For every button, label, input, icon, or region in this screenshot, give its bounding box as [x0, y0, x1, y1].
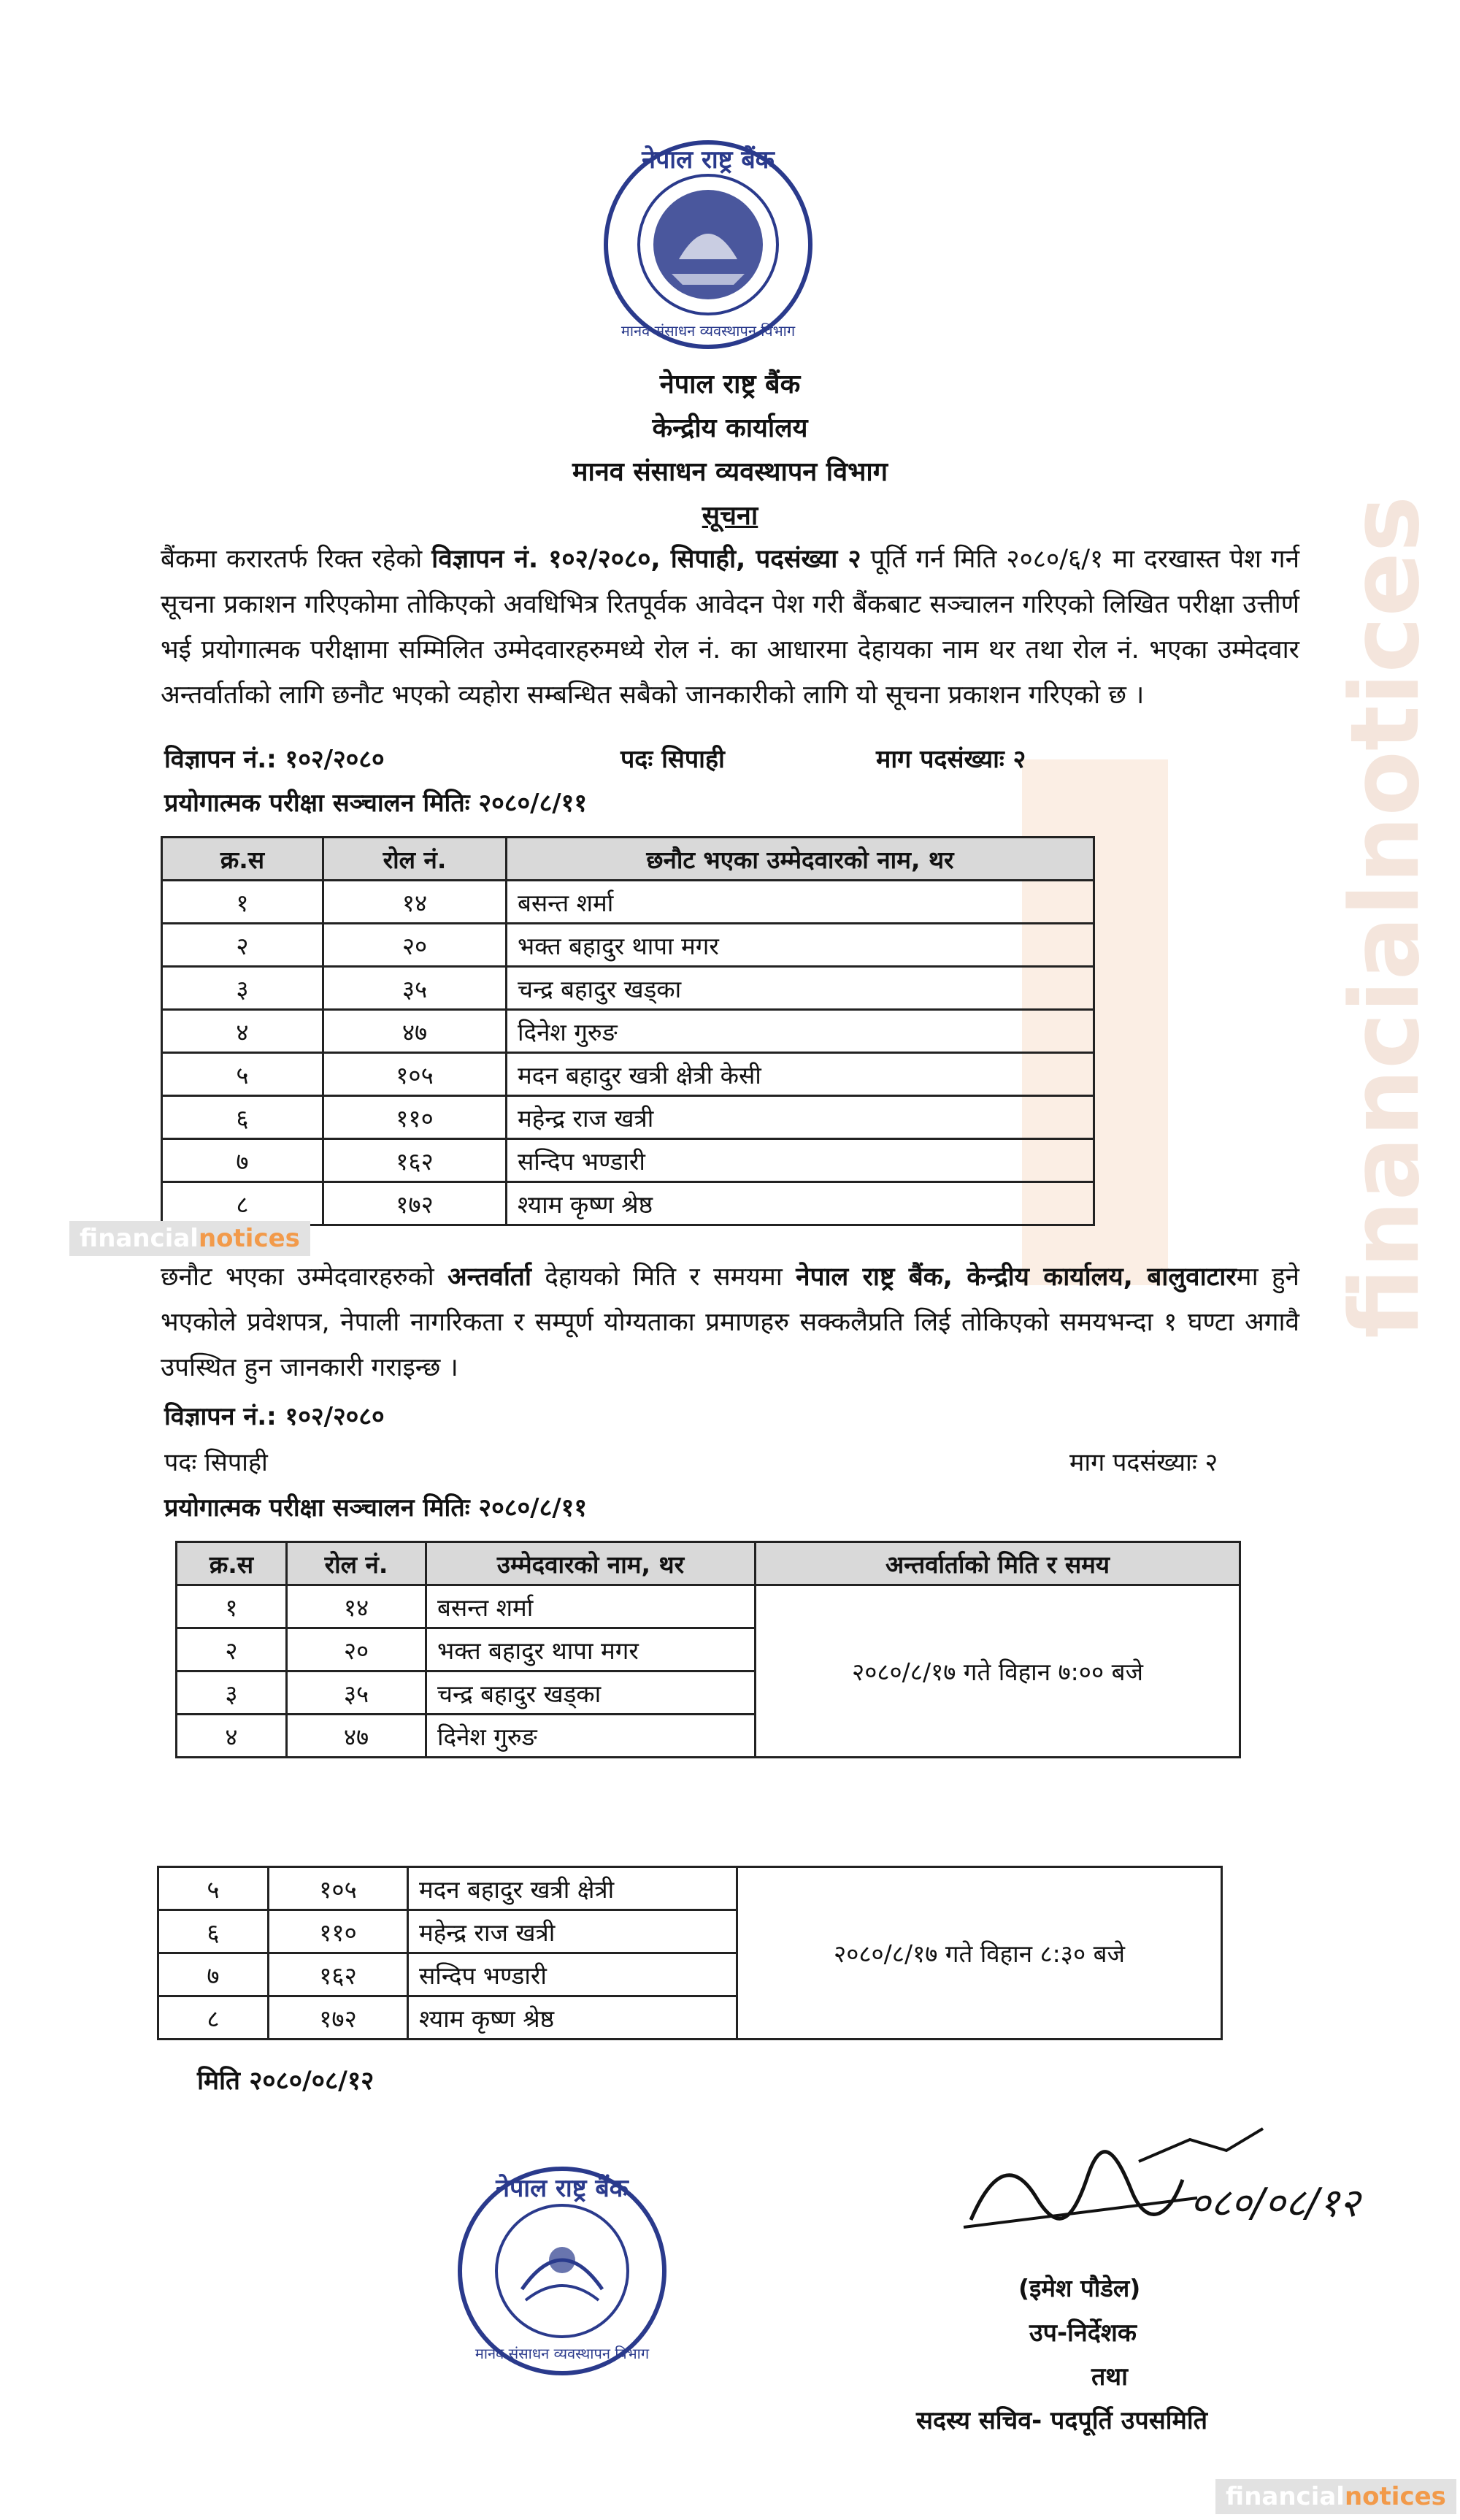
cell-sn: ६	[158, 1910, 269, 1953]
col-roll: रोल नं.	[287, 1542, 426, 1585]
interview-note	[161, 1255, 1299, 1390]
note-text-c: देहायको मिति र समयमा	[531, 1263, 796, 1292]
signature-scribble	[949, 2110, 1360, 2249]
cell-roll: १७२	[323, 1182, 507, 1225]
cell-sn: ८	[162, 1182, 323, 1225]
signature-date: ०८०/०८/१२	[1190, 2180, 1360, 2226]
cell-name: मदन बहादुर खत्री क्षेत्री केसी	[507, 1053, 1094, 1096]
cell-roll: २०	[323, 924, 507, 967]
table-row	[177, 1585, 1240, 1628]
table-row	[162, 924, 1094, 967]
note-text-e: मा हुने भएकोले प्रवेशपत्र, नेपाली नागरिकता र सम्पूर्ण योग्यताका प्रमाणहरु सक्कलैप्रति लिई तोकिएको समयभन्दा १ घण्टा अगावै उपस्थित हुन जानकारी गराइन्छ ।	[161, 1263, 1299, 1382]
cell-interview-time: २०८०/८/१७ गते विहान ७:०० बजे	[756, 1585, 1240, 1758]
notice-date: मिति २०८०/०८/१२	[197, 2067, 374, 2096]
cell-sn: ३	[177, 1671, 287, 1715]
watermark-vertical-text: financialnotices	[1329, 495, 1441, 1339]
note-venue: नेपाल राष्ट्र बैंक, केन्द्रीय कार्यालय, बालुवाटार	[796, 1263, 1237, 1292]
department-name: मानव संसाधन व्यवस्थापन विभाग	[572, 457, 888, 487]
svg-text:नेपाल राष्ट्र बैंक: नेपाल राष्ट्र बैंक	[496, 2174, 629, 2203]
cell-interview-time: २०८०/८/१७ गते विहान ८:३० बजे	[737, 1867, 1222, 2040]
intro-ad-ref: विज्ञापन नं. १०२/२०८०, सिपाही, पदसंख्या २	[431, 545, 861, 574]
table-header-row	[162, 838, 1094, 881]
cell-sn: २	[177, 1628, 287, 1671]
cell-roll: १६२	[323, 1139, 507, 1182]
signatory-name: (इमेश पौडेल)	[1018, 2274, 1141, 2302]
table-row	[162, 1182, 1094, 1225]
svg-text:मानव संसाधन व्यवस्थापन विभाग: मानव संसाधन व्यवस्थापन विभाग	[620, 322, 796, 340]
cell-roll: १७२	[269, 1996, 408, 2040]
cell-name: सन्दिप भण्डारी	[408, 1953, 737, 1996]
table-row	[162, 1139, 1094, 1182]
cell-sn: १	[177, 1585, 287, 1628]
cell-name: दिनेश गुरुङ	[507, 1010, 1094, 1053]
cell-roll: ११०	[269, 1910, 408, 1953]
s1-post: पदः सिपाही	[620, 745, 725, 774]
table-header-row	[177, 1542, 1240, 1585]
cell-name: दिनेश गुरुङ	[426, 1715, 756, 1758]
cell-name: श्याम कृष्ण श्रेष्ठ	[507, 1182, 1094, 1225]
s1-demand: माग पदसंख्याः २	[876, 745, 1026, 774]
col-name: छनौट भएका उम्मेदवारको नाम, थर	[507, 838, 1094, 881]
intro-text-2: पूर्ति गर्न मिति २०८०/६/१ मा दरखास्त पेश गर्न सूचना प्रकाशन गरिएकोमा तोकिएको अवधिभित्र रितपूर्वक आवेदन पेश गरी बैंकबाट सञ्चालन गरिएको लिखित परीक्षा उत्तीर्ण भई प्रयोगात्मक परीक्षामा सम्मिलित उम्मेदवारहरुमध्ये रोल नं. का आधारमा देहायका नाम थर तथा रोल नं. भएका उम्मेदवार अन्तर्वार्ताको लागि छनौट भएको व्यहोरा सम्बन्धित सबैको जानकारीको लागि यो सूचना प्रकाशन गरिएको छ ।	[161, 545, 1299, 710]
intro-text-1: बैंकमा करारतर्फ रिक्त रहेको	[161, 545, 432, 574]
note-interview: अन्तर्वार्ता	[447, 1263, 531, 1292]
cell-roll: ३५	[287, 1671, 426, 1715]
cell-sn: ४	[177, 1715, 287, 1758]
cell-roll: १४	[323, 881, 507, 924]
bank-seal-top	[599, 135, 818, 354]
cell-roll: १६२	[269, 1953, 408, 1996]
cell-roll: ३५	[323, 967, 507, 1010]
cell-sn: ४	[162, 1010, 323, 1053]
cell-roll: ४७	[287, 1715, 426, 1758]
interview-schedule-table-2	[157, 1866, 1223, 2040]
svg-text:नेपाल राष्ट्र बैंक: नेपाल राष्ट्र बैंक	[642, 145, 775, 175]
s2-ad-no: विज्ञापन नं.: १०२/२०८०	[164, 1402, 385, 1431]
cell-roll: १४	[287, 1585, 426, 1628]
table-row	[162, 881, 1094, 924]
s1-exam-date: प्रयोगात्मक परीक्षा सञ्चालन मितिः २०८०/८/११	[164, 789, 588, 818]
office-name: केन्द्रीय कार्यालय	[652, 413, 808, 443]
cell-name: मदन बहादुर खत्री क्षेत्री	[408, 1867, 737, 1910]
watermark-suffix: notices	[198, 1224, 300, 1253]
cell-sn: १	[162, 881, 323, 924]
cell-roll: २०	[287, 1628, 426, 1671]
cell-sn: ५	[158, 1867, 269, 1910]
watermark-prefix: financial	[1226, 2482, 1345, 2511]
cell-name: सन्दिप भण्डारी	[507, 1139, 1094, 1182]
cell-name: महेन्द्र राज खत्री	[507, 1096, 1094, 1139]
bank-seal-bottom	[453, 2161, 672, 2381]
col-interview-time: अन्तर्वार्ताको मिति र समय	[756, 1542, 1240, 1585]
note-text-a: छनौट भएका उम्मेदवारहरुको	[161, 1263, 447, 1292]
watermark-suffix: notices	[1344, 2482, 1446, 2511]
s2-post: पदः सिपाही	[164, 1448, 268, 1477]
s1-ad-no: विज्ञापन नं.: १०२/२०८०	[164, 745, 385, 774]
org-name: नेपाल राष्ट्र बैंक	[659, 369, 801, 399]
watermark-prefix: financial	[80, 1224, 199, 1253]
col-roll: रोल नं.	[323, 838, 507, 881]
table-row	[162, 1096, 1094, 1139]
cell-sn: ६	[162, 1096, 323, 1139]
table-row	[162, 1010, 1094, 1053]
table-row	[162, 1053, 1094, 1096]
cell-sn: ७	[162, 1139, 323, 1182]
watermark-badge-bottom	[1215, 2479, 1456, 2514]
s2-demand: माग पदसंख्याः २	[1069, 1448, 1218, 1477]
cell-name: चन्द्र बहादुर खड्का	[426, 1671, 756, 1715]
cell-name: बसन्त शर्मा	[426, 1585, 756, 1628]
cell-sn: ८	[158, 1996, 269, 2040]
cell-sn: ३	[162, 967, 323, 1010]
cell-name: बसन्त शर्मा	[507, 881, 1094, 924]
cell-name: भक्त बहादुर थापा मगर	[426, 1628, 756, 1671]
cell-sn: ७	[158, 1953, 269, 1996]
cell-roll: ११०	[323, 1096, 507, 1139]
svg-text:मानव संसाधन व्यवस्थापन विभाग: मानव संसाधन व्यवस्थापन विभाग	[474, 2345, 650, 2362]
signatory-conj: तथा	[1091, 2362, 1128, 2391]
cell-name: श्याम कृष्ण श्रेष्ठ	[408, 1996, 737, 2040]
interview-schedule-table-1	[175, 1541, 1241, 1758]
cell-roll: १०५	[323, 1053, 507, 1096]
col-sn: क्र.स	[162, 838, 323, 881]
table-row	[158, 1867, 1222, 1910]
table-row	[162, 967, 1094, 1010]
intro-paragraph	[161, 537, 1299, 718]
cell-sn: २	[162, 924, 323, 967]
shortlist-table	[161, 836, 1095, 1226]
signatory-designation: उप-निर्देशक	[1029, 2318, 1137, 2348]
col-name: उम्मेदवारको नाम, थर	[426, 1542, 756, 1585]
cell-roll: ४७	[323, 1010, 507, 1053]
cell-name: महेन्द्र राज खत्री	[408, 1910, 737, 1953]
col-sn: क्र.स	[177, 1542, 287, 1585]
s2-exam-date: प्रयोगात्मक परीक्षा सञ्चालन मितिः २०८०/८/११	[164, 1493, 588, 1523]
watermark-badge-left	[69, 1221, 310, 1256]
notice-title: सूचना	[702, 501, 758, 531]
cell-sn: ५	[162, 1053, 323, 1096]
signatory-role: सदस्य सचिव- पदपूर्ति उपसमिति	[916, 2406, 1208, 2435]
cell-name: भक्त बहादुर थापा मगर	[507, 924, 1094, 967]
cell-name: चन्द्र बहादुर खड्का	[507, 967, 1094, 1010]
cell-roll: १०५	[269, 1867, 408, 1910]
